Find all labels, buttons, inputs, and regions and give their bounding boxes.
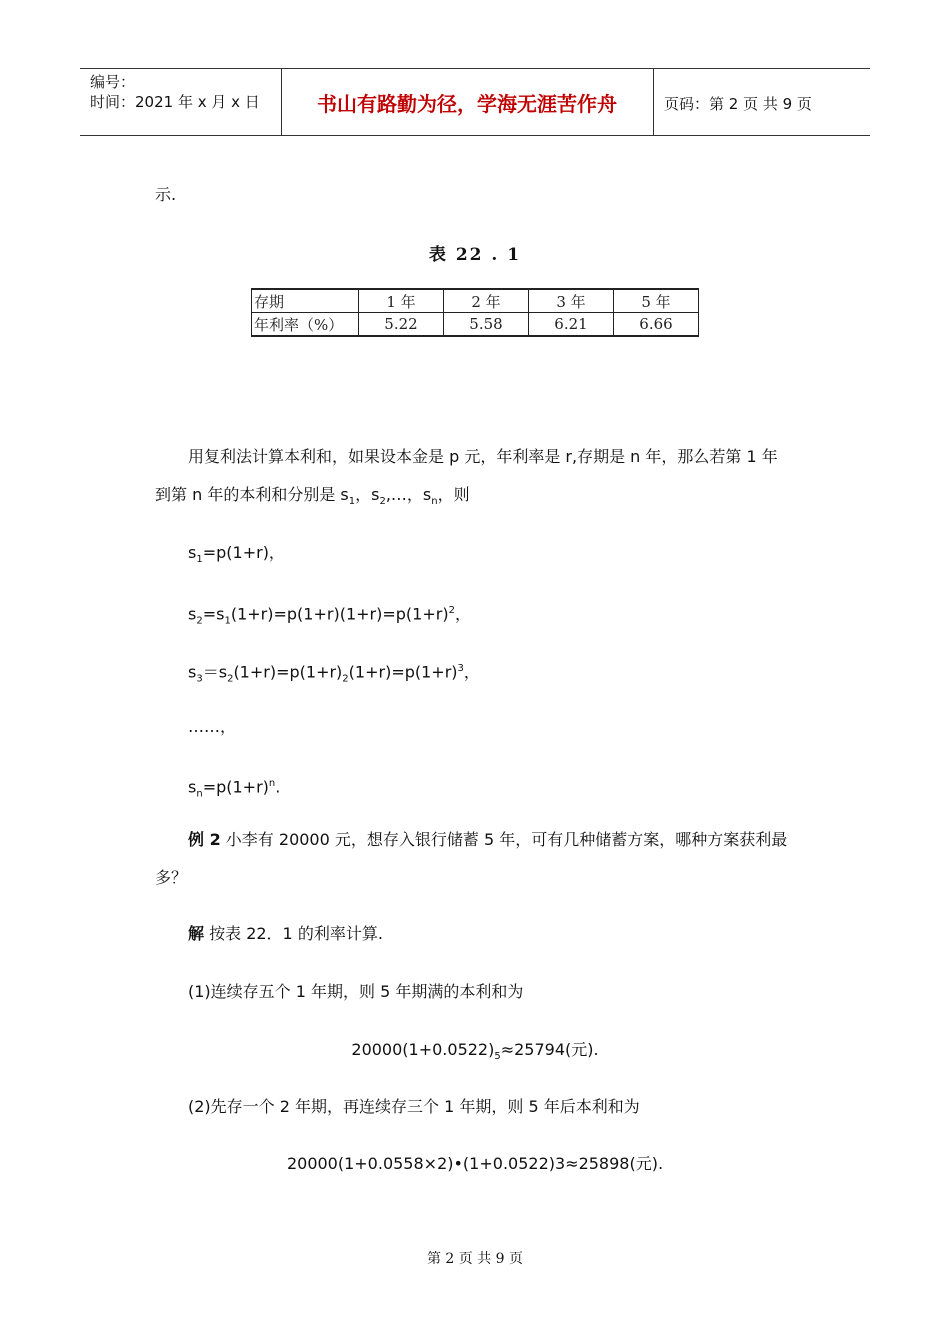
table-cell: 年利率（%）: [252, 313, 359, 337]
header-divider-right: [653, 68, 654, 135]
header-page-number: 页码：第 2 页 共 9 页: [664, 95, 812, 113]
table-cell: 存期: [252, 289, 359, 313]
formula-s1: $s_1=p(1+r)$，: [188, 543, 285, 566]
calculation-1: $20000(1+0.0522)_5\approx 25794$(元).: [351, 1040, 599, 1063]
table-cell: 1 年: [359, 289, 444, 313]
table-cell: 2 年: [444, 289, 529, 313]
case-1-line: (1)连续存五个 1 年期，则 5 年期满的本利和为: [188, 982, 524, 1001]
interest-rate-table: [251, 288, 699, 337]
paragraph-line: 用复利法计算本利和，如果设本金是 p 元，年利率是 r,存期是 n 年，那么若第 1 年: [188, 447, 778, 466]
header-bottom-rule: [80, 135, 870, 136]
ellipsis-line: ……，: [188, 717, 237, 736]
formula-sn: $s_n=p(1+r)^n$.: [188, 777, 281, 800]
table-title: 表 22 . 1: [428, 245, 522, 265]
calculation-2: 20000(1+0.0558×2)•(1+0.0522)3≈25898(元).: [286, 1154, 664, 1173]
example-label: 例 2: [188, 830, 221, 849]
header-motto: 书山有路勤为径，学海无涯苦作舟: [317, 92, 617, 116]
header-number: 编号：: [90, 73, 136, 91]
table-cell: 5.22: [359, 313, 444, 337]
table-cell: 3 年: [529, 289, 614, 313]
solution-line: 解 按表 22．1 的利率计算.: [188, 924, 383, 943]
formula-s3: $s_3=s_2(1+r)=p(1+r)_2(1+r)=p(1+r)^3$，: [188, 662, 480, 685]
example-2-line: 例 2 小李有 20000 元，想存入银行储蓄 5 年，可有几种储蓄方案，哪种方案获利最: [188, 830, 788, 849]
table-cell: 5.58: [444, 313, 529, 337]
table-cell: 6.21: [529, 313, 614, 337]
table-cell: 5 年: [614, 289, 699, 313]
table-row: [252, 313, 699, 337]
header-meta: [90, 72, 260, 112]
formula-s2: $s_2=s_1(1+r)=p(1+r)(1+r)=p(1+r)^2$，: [188, 604, 471, 627]
text-fragment: 示.: [155, 185, 177, 204]
example-2-line: 多？: [155, 868, 188, 887]
footer-page-number: 第 2 页 共 9 页: [426, 1251, 524, 1267]
table-cell: 6.66: [614, 313, 699, 337]
header-time: 时间：2021 年 x 月 x 日: [90, 93, 260, 111]
header-top-rule: [80, 68, 870, 69]
solution-label: 解: [188, 924, 205, 943]
case-2-line: (2)先存一个 2 年期，再连续存三个 1 年期，则 5 年后本利和为: [188, 1097, 640, 1116]
table-header-row: [252, 289, 699, 313]
paragraph-line: 到第 n 年的本利和分别是 $s_1$，$s_2,\dots$，$s_n$，则: [155, 485, 470, 508]
